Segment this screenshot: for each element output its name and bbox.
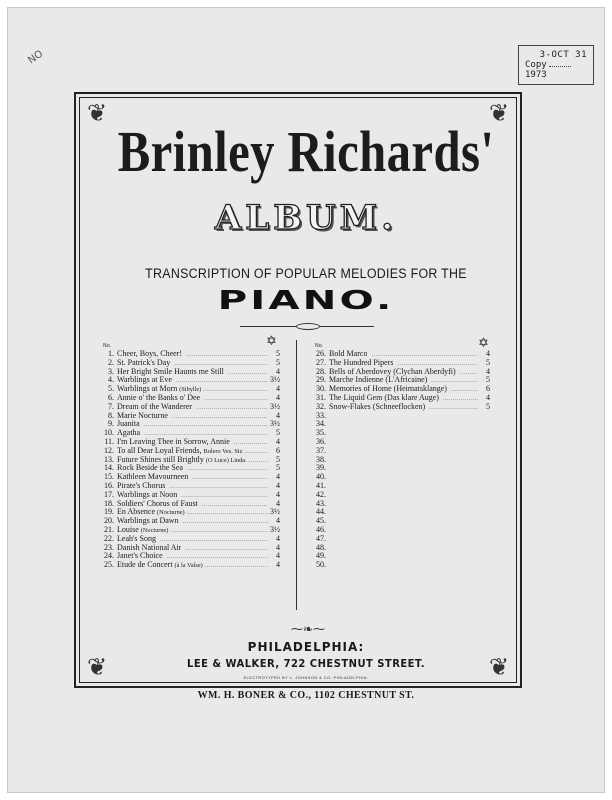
item-title: Marche Indienne (L'Africaine) [329,376,428,385]
item-number: 13. [104,454,114,464]
list-item [102,552,280,561]
item-title: Louise [117,525,139,534]
item-number: 28. [316,366,326,376]
dealer-address: WM. H. BONER & CO., 1102 CHESTNUT ST. [197,690,415,701]
engraver-credit: ELECTROTYPED BY L. JOHNSON & CO. PHILADELPHIA. [243,675,369,680]
leader-dots [205,561,268,571]
item-number: 47. [316,533,326,543]
stamp-date: 3-OCT 31 [539,50,587,60]
stamp-year: 1973 [525,70,547,80]
list-item [102,473,280,482]
list-item [102,535,280,544]
item-pages: 5 [276,357,280,367]
item-pages: 5 [276,428,280,438]
list-item [102,491,280,500]
item-pages: 4 [276,516,280,526]
item-pages: 5 [276,349,280,358]
item-pages: 4 [276,472,280,482]
item-title: Snow-Flakes (Schneeflocken) [329,402,426,411]
item-pages: 6 [276,445,280,455]
item-number: 42. [316,489,326,499]
list-item [102,394,280,403]
item-pages: 6 [486,384,490,394]
list-item [102,438,280,447]
list-item [314,464,490,473]
list-item [314,368,490,377]
list-item [314,535,490,544]
list-item [314,482,490,491]
item-number: 34. [316,419,326,429]
item-number: 11. [104,436,114,446]
item-title: Pirate's Chorus [117,481,166,490]
publisher-city: PHILADELPHIA: [247,640,365,654]
item-title: Bells of Aberdovey (Clychan Aberdyfi) [329,367,456,376]
list-item [102,359,280,368]
list-item [314,350,490,359]
item-number: 36. [316,436,326,446]
list-item [102,447,280,456]
list-item [314,456,490,465]
item-title: To all Dear Loyal Friends, [117,446,202,455]
item-title: Warblings at Dawn [117,517,179,526]
item-number: 33. [316,410,326,420]
item-title: Kathleen Mavourneen [117,473,189,482]
item-title: The Liquid Gem (Das klare Auge) [329,393,439,402]
item-pages: 4 [276,366,280,376]
item-title: Future Shines still Brightly [117,455,204,464]
list-item [102,420,280,429]
item-pages: 4 [276,498,280,508]
divider-ornament [296,323,320,330]
item-number: 8. [108,410,114,420]
item-number: 4. [108,375,114,385]
item-number: 7. [108,401,114,411]
list-item [314,508,490,517]
item-pages: 4 [486,349,490,358]
item-title: The Hundred Pipers [329,358,394,367]
list-item [102,403,280,412]
item-number: 26. [316,349,326,358]
item-number: 50. [316,560,326,570]
item-title: Bold Marco [329,350,368,358]
item-number: 2. [108,357,114,367]
item-number: 19. [104,507,114,517]
list-item [102,508,280,517]
item-number: 6. [108,392,114,402]
list-item [102,376,280,385]
leader-dots [429,403,478,413]
item-pages: 4 [276,392,280,402]
item-number: 16. [104,480,114,490]
star-of-david-icon: ✡ [478,336,489,351]
item-title: Janet's Choice [117,552,163,561]
list-item [102,456,280,465]
item-pages: 4 [276,489,280,499]
list-item [102,464,280,473]
item-pages: 5 [486,375,490,385]
item-pages: 5 [486,401,490,411]
item-number: 45. [316,516,326,526]
star-of-david-icon: ✡ [266,334,277,349]
column-header-right: No. [315,343,324,349]
list-item [314,429,490,438]
scroll-ornament-icon: ❦ [86,653,108,681]
item-number: 41. [316,480,326,490]
album-label: ALBUM. [214,198,398,238]
list-item [102,517,280,526]
instrument-label: PIANO. [217,286,395,316]
list-item [102,350,280,359]
list-item [314,544,490,553]
item-number: 40. [316,472,326,482]
item-number: 27. [316,357,326,367]
item-number: 9. [108,419,114,429]
item-note: Bolero Ves. Siz [203,447,243,455]
item-number: 37. [316,445,326,455]
item-pages: 4 [276,384,280,394]
item-pages: 4 [486,366,490,376]
item-number: 10. [104,428,114,438]
list-item [314,561,490,570]
item-number: 43. [316,498,326,508]
item-number: 5. [108,384,114,394]
list-item [314,500,490,509]
list-item [314,473,490,482]
list-item [102,526,280,535]
list-item [314,438,490,447]
list-item [102,368,280,377]
scroll-ornament-icon: ❦ [488,99,510,127]
list-item [102,429,280,438]
item-number: 35. [316,428,326,438]
item-note: (Nocturne) [157,509,185,517]
item-title: Danish National Air [117,543,182,552]
list-item [314,376,490,385]
item-title: I'm Leaving Thee in Sorrow, Annie [117,437,230,446]
item-number: 25. [104,560,114,570]
item-pages: 3½ [270,507,280,517]
item-title: Memories of Home (Heimatsklange) [329,385,447,394]
list-item [102,385,280,394]
stamp-copy-label: Copy [525,60,547,70]
item-pages: 4 [276,436,280,446]
list-item [314,359,490,368]
page-title: Brinley Richards' [117,119,495,184]
list-item [314,447,490,456]
item-note: (à la Valse) [174,562,203,570]
item-title: Annie o' the Banks o' Dee [117,393,201,402]
list-item [314,385,490,394]
item-pages: 5 [276,463,280,473]
item-pages: 4 [276,551,280,561]
item-number: 21. [104,524,114,534]
list-item [314,412,490,421]
item-number: 20. [104,516,114,526]
item-title: Rock Beside the Sea [117,464,183,473]
item-number: 49. [316,551,326,561]
item-note: (Sibylle) [179,386,202,394]
item-number: 32. [316,401,326,411]
item-number: 48. [316,542,326,552]
item-pages: 5 [486,357,490,367]
contents-list-right [314,350,490,570]
item-title: Warblings at Eve [117,376,172,385]
item-pages: 4 [276,410,280,420]
item-number: 46. [316,524,326,534]
item-number: 22. [104,533,114,543]
list-item [102,482,280,491]
list-item [314,526,490,535]
scroll-ornament-icon: ❦ [86,99,108,127]
item-title: Agatha [117,429,141,438]
item-number: 12. [104,445,114,455]
scroll-ornament-icon: ❦ [488,653,510,681]
list-item [102,412,280,421]
item-pages: 3½ [270,419,280,429]
item-number: 23. [104,542,114,552]
item-title: En Absence [117,508,155,517]
item-pages: 3½ [270,401,280,411]
item-title: Leah's Song [117,534,156,543]
item-number: 39. [316,463,326,473]
item-number: 17. [104,489,114,499]
item-number: 15. [104,472,114,482]
item-title: Dream of the Wanderer [117,402,192,411]
item-title: St. Patrick's Day [117,358,171,367]
item-pages: 5 [276,454,280,464]
column-divider [296,340,297,610]
list-item [102,561,280,570]
item-number: 38. [316,454,326,464]
copyright-stamp [518,45,594,85]
item-note: (Nocturne) [140,526,169,534]
item-pages: 4 [276,533,280,543]
list-item [314,420,490,429]
item-number: 1. [108,349,114,358]
item-number: 24. [104,551,114,561]
contents-list-left [102,350,280,570]
item-note: (O Luce) Linda. [205,456,247,464]
item-number: 44. [316,507,326,517]
item-number: 29. [316,375,326,385]
stamp-copy [525,60,593,80]
item-number: 31. [316,392,326,402]
column-header-left: No. [103,343,112,349]
publisher-address: LEE & WALKER, 722 CHESTNUT STREET. [187,658,425,670]
item-pages: 3½ [270,375,280,385]
scroll-ornament-icon: ⁓❧⁓ [290,622,326,636]
item-title: Juanita [117,420,140,429]
item-title: Cheer, Boys, Cheer! [117,350,182,358]
item-pages: 4 [276,480,280,490]
item-title: Marie Nocturne [117,411,168,420]
item-title: Her Bright Smile Haunts me Still [117,367,224,376]
item-number: 18. [104,498,114,508]
corner-mark: NO [26,48,46,67]
list-item [314,394,490,403]
item-pages: 4 [486,392,490,402]
item-number: 3. [108,366,114,376]
item-number: 14. [104,463,114,473]
list-item [314,491,490,500]
item-title: Etude de Concert [117,561,173,570]
item-title: Warblings at Noon [117,490,178,499]
item-pages: 4 [276,560,280,570]
list-item [314,552,490,561]
subtitle: TRANSCRIPTION OF POPULAR MELODIES FOR THE [145,266,467,281]
list-item [102,500,280,509]
item-pages: 4 [276,542,280,552]
item-title: Soldiers' Chorus of Faust [117,499,198,508]
list-item [314,403,490,412]
item-pages: 3½ [270,524,280,534]
item-title: Warblings at Morn [117,385,178,394]
list-item [102,544,280,553]
item-number: 30. [316,384,326,394]
list-item [314,517,490,526]
